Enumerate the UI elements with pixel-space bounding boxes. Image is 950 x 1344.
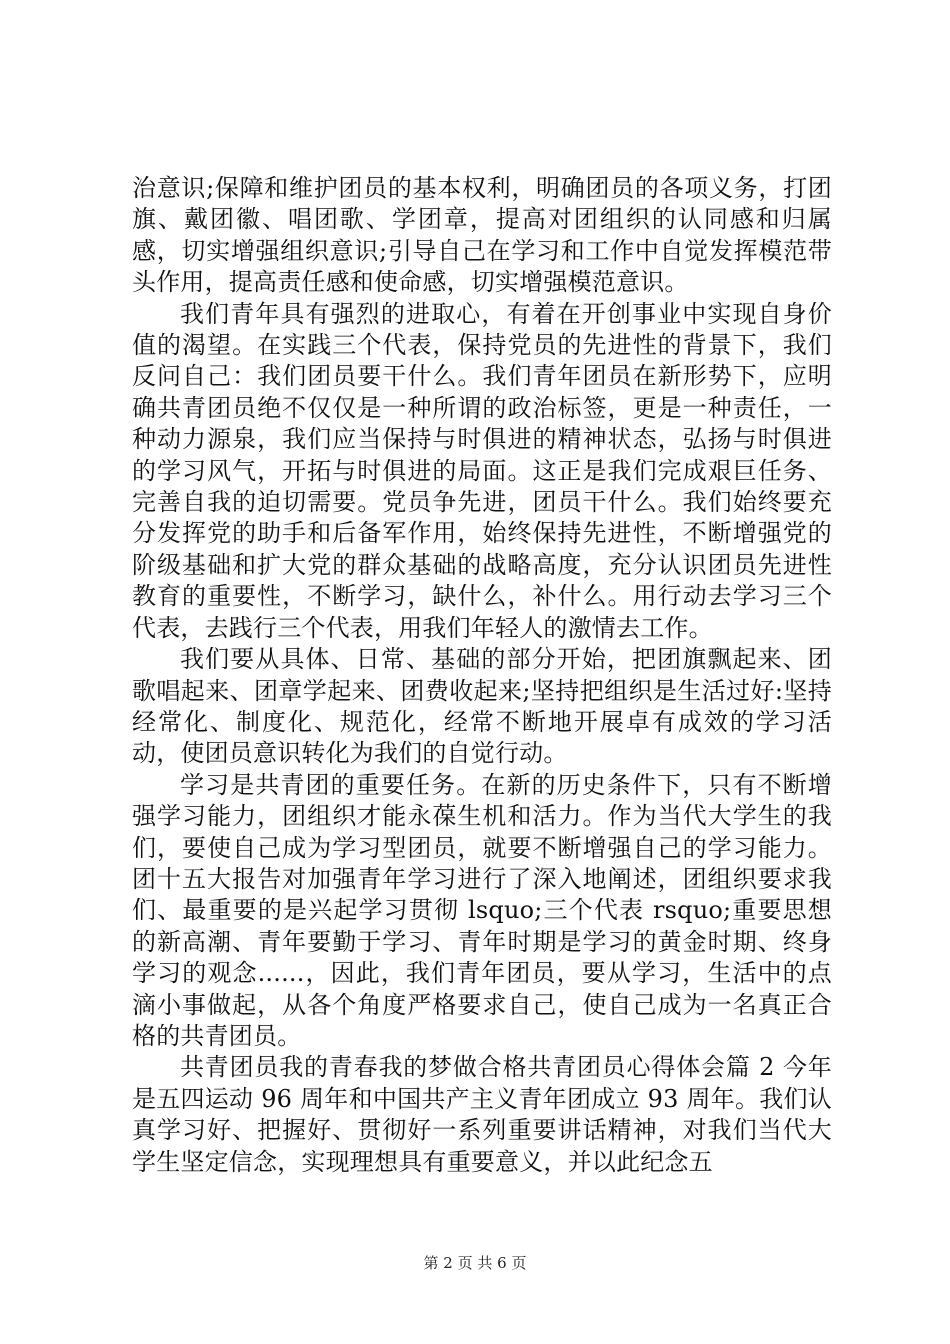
page-number-label: 第 2 页 共 6 页 bbox=[423, 1254, 527, 1272]
paragraph-5: 共青团员我的青春我的梦做合格共青团员心得体会篇 2 今年是五四运动 96 周年和中国共产主义青年团成立 93 周年。我们认真学习好、把握好、贯彻好一系列重要讲话精神，对我们当代大学生坚定信念，实现理想具有重要意义，并以此纪念五 bbox=[132, 1053, 832, 1176]
document-body bbox=[132, 173, 832, 1178]
paragraph-1: 治意识;保障和维护团员的基本权利，明确团员的各项义务，打团旗、戴团徽、唱团歌、学团章，提高对团组织的认同感和归属感，切实增强组织意识;引导自己在学习和工作中自觉发挥模范带头作用，提高责任感和使命感，切实增强模范意识。 bbox=[132, 174, 832, 297]
paragraph-4: 学习是共青团的重要任务。在新的历史条件下，只有不断增强学习能力，团组织才能永葆生机和活力。作为当代大学生的我们，要使自己成为学习型团员，就要不断增强自己的学习能力。团十五大报告对加强青年学习进行了深入地阐述，团组织要求我们、最重要的是兴起学习贯彻 lsquo;三个代表 rsquo;重要思想的新高潮、青年要勤于学习、青年时期是学习的黄金时期、终身学习的观念......，因此，我们青年团员，要从学习，生活中的点滴小事做起，从各个角度严格要求自己，使自己成为一名真正合格的共青团员。 bbox=[132, 770, 832, 1050]
paragraph-3: 我们要从具体、日常、基础的部分开始，把团旗飘起来、团歌唱起来、团章学起来、团费收起来;坚持把组织是生活过好:坚持经常化、制度化、规范化，经常不断地开展卓有成效的学习活动，使团员意识转化为我们的自觉行动。 bbox=[132, 645, 832, 768]
paragraph-2: 我们青年具有强烈的进取心，有着在开创事业中实现自身价值的渴望。在实践三个代表，保持党员的先进性的背景下，我们反问自己：我们团员要干什么。我们青年团员在新形势下，应明确共青团员绝不仅仅是一种所谓的政治标签，更是一种责任，一种动力源泉，我们应当保持与时俱进的精神状态，弘扬与时俱进的学习风气，开拓与时俱进的局面。这正是我们完成艰巨任务、完善自我的迫切需要。党员争先进，团员干什么。我们始终要充分发挥党的助手和后备军作用，始终保持先进性，不断增强党的阶级基础和扩大党的群众基础的战略高度，充分认识团员先进性教育的重要性，不断学习，缺什么，补什么。用行动去学习三个代表，去践行三个代表，用我们年轻人的激情去工作。 bbox=[132, 299, 832, 642]
page-footer bbox=[0, 1252, 950, 1273]
